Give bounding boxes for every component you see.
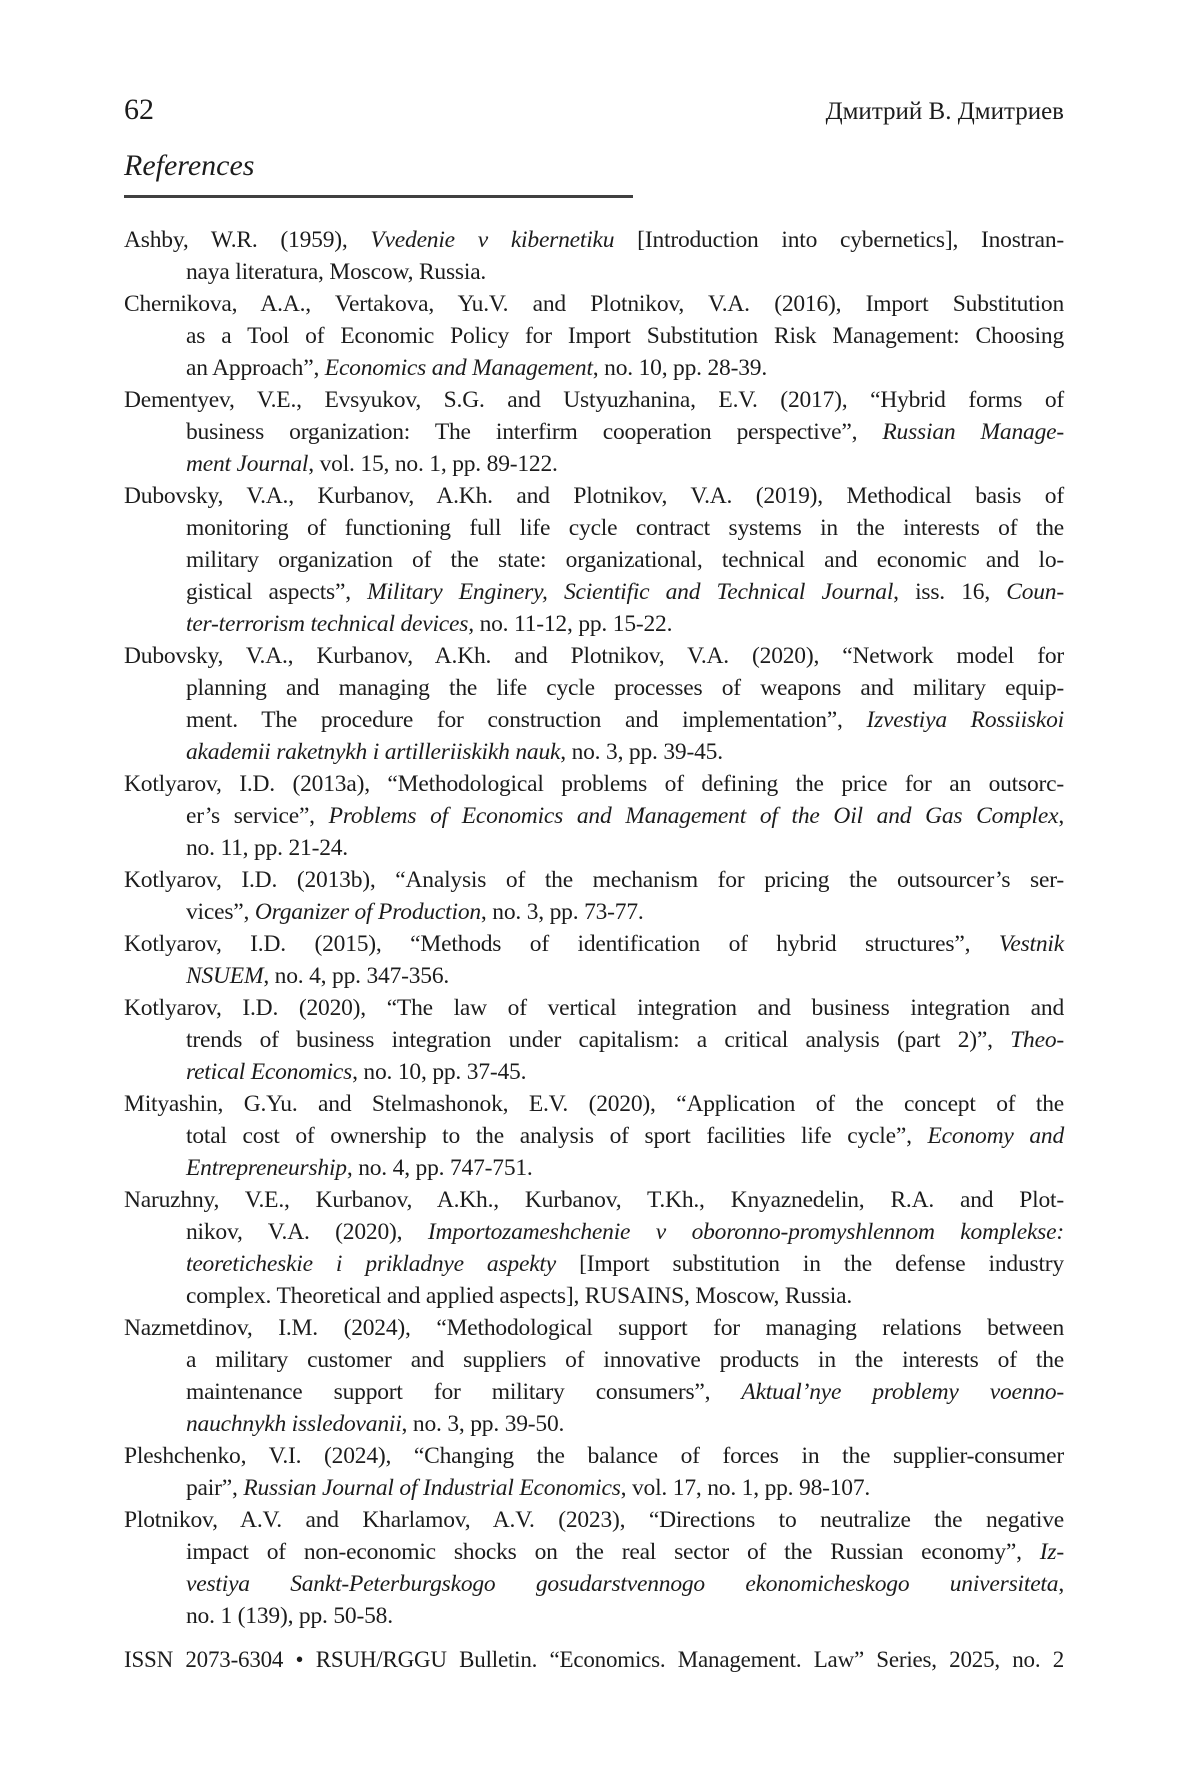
reference-text-segment: Kotlyarov, I.D. (2013b), “Analysis of the mechanism for pricing the outsourcer’s ser- <box>124 867 1064 893</box>
reference-line <box>124 1312 1064 1344</box>
reference-text-segment: , no. 3, pp. 39-50. <box>401 1411 565 1437</box>
reference-item <box>124 1504 1064 1632</box>
reference-text-segment: , no. 3, pp. 39-45. <box>560 739 723 765</box>
reference-line <box>124 416 1064 448</box>
reference-line <box>124 576 1064 608</box>
page-number: 62 <box>124 93 154 126</box>
reference-text-segment: no. 11, pp. 21-24. <box>186 835 348 861</box>
reference-text-segment: Organizer of Production <box>254 899 481 925</box>
reference-text-segment: Aktual’nye problemy voenno- <box>741 1379 1064 1405</box>
reference-text-segment: Mityashin, G.Yu. and Stelmashonok, E.V. (2020), “Application of the concept of the <box>124 1091 1064 1117</box>
reference-text-segment: pair”, <box>186 1475 244 1501</box>
reference-line <box>124 1344 1064 1376</box>
reference-text-segment: naya literatura, Moscow, Russia. <box>186 259 487 285</box>
reference-line <box>124 736 1064 768</box>
reference-line <box>124 512 1064 544</box>
reference-text-segment: Dubovsky, V.A., Kurbanov, A.Kh. and Plotnikov, V.A. (2020), “Network model for <box>124 643 1064 669</box>
reference-line <box>124 480 1064 512</box>
reference-line <box>124 1248 1064 1280</box>
reference-text-segment: impact of non-economic shocks on the real sector of the Russian economy”, <box>186 1539 1040 1565</box>
reference-text-segment: Izvestiya Rossiiskoi <box>866 707 1064 733</box>
reference-text-segment: er’s service”, <box>186 803 329 829</box>
reference-line <box>124 1024 1064 1056</box>
reference-text-segment: Kotlyarov, I.D. (2020), “The law of vertical integration and business integration and <box>124 995 1064 1021</box>
reference-item <box>124 928 1064 992</box>
reference-text-segment: Dementyev, V.E., Evsyukov, S.G. and Ustyuzhanina, E.V. (2017), “Hybrid forms of <box>124 387 1064 413</box>
reference-text-segment: ter-terrorism technical devices, <box>186 611 474 637</box>
reference-text-segment: , no. 10, pp. 28-39. <box>592 355 767 381</box>
reference-text-segment: Kotlyarov, I.D. (2013a), “Methodological problems of defining the price for an outsorc- <box>124 771 1064 797</box>
reference-text-segment: Russian Manage- <box>882 419 1064 445</box>
reference-text-segment: no. 1 (139), pp. 50-58. <box>186 1603 393 1629</box>
reference-text-segment: retical Economics <box>186 1059 353 1085</box>
reference-line <box>124 832 1064 864</box>
reference-text-segment: Iz- <box>1039 1539 1064 1565</box>
reference-line <box>124 960 1064 992</box>
reference-text-segment: [Introduction into cybernetics], Inostran- <box>614 227 1065 253</box>
reference-text-segment: nikov, V.A. (2020), <box>186 1219 428 1245</box>
reference-text-segment: total cost of ownership to the analysis of sport facilities life cycle”, <box>186 1123 928 1149</box>
reference-line <box>124 992 1064 1024</box>
reference-text-segment: Kotlyarov, I.D. (2015), “Methods of identification of hybrid structures”, <box>124 931 999 957</box>
reference-line <box>124 1376 1064 1408</box>
reference-text-segment: Nazmetdinov, I.M. (2024), “Methodological support for managing relations between <box>124 1315 1064 1341</box>
reference-text-segment: , no. 4, pp. 747-751. <box>346 1155 533 1181</box>
reference-item <box>124 1088 1064 1184</box>
reference-text-segment: , vol. 17, no. 1, pp. 98-107. <box>620 1475 871 1501</box>
reference-text-segment: Military Enginery, Scientific and Technical Journal <box>367 579 894 605</box>
reference-line <box>124 1152 1064 1184</box>
reference-line <box>124 224 1064 256</box>
reference-text-segment: a military customer and suppliers of innovative products in the interests of the <box>186 1347 1064 1373</box>
section-title-underline <box>124 195 633 198</box>
reference-line <box>124 800 1064 832</box>
reference-text-segment: Pleshchenko, V.I. (2024), “Changing the balance of forces in the supplier-consumer <box>124 1443 1064 1469</box>
page-footer-issn-line: ISSN 2073-6304 • RSUH/RGGU Bulletin. “Economics. Management. Law” Series, 2025, no. 2 <box>124 1647 1064 1672</box>
running-head-author: Дмитрий В. Дмитриев <box>825 98 1064 125</box>
reference-text-segment: Plotnikov, A.V. and Kharlamov, A.V. (2023), “Directions to neutralize the negative <box>124 1507 1064 1533</box>
reference-text-segment: no. 11-12, pp. 15-22. <box>473 611 673 637</box>
reference-text-segment: an Approach”, <box>186 355 325 381</box>
reference-text-segment: Russian Journal of Industrial Economics <box>243 1475 621 1501</box>
reference-line <box>124 288 1064 320</box>
reference-line <box>124 672 1064 704</box>
reference-text-segment: nauchnykh issledovanii <box>186 1411 402 1437</box>
reference-text-segment: Dubovsky, V.A., Kurbanov, A.Kh. and Plotnikov, V.A. (2019), Methodical basis of <box>124 483 1064 509</box>
reference-text-segment: , iss. 16, <box>893 579 1007 605</box>
reference-text-segment: Theo- <box>1010 1027 1064 1053</box>
reference-line <box>124 640 1064 672</box>
reference-text-segment: Vestnik <box>998 931 1064 957</box>
reference-text-segment: vices”, <box>186 899 255 925</box>
reference-line <box>124 1216 1064 1248</box>
reference-line <box>124 896 1064 928</box>
reference-text-segment: planning and managing the life cycle processes of weapons and military equip- <box>186 675 1064 701</box>
reference-item <box>124 864 1064 928</box>
reference-line <box>124 1408 1064 1440</box>
reference-line <box>124 1184 1064 1216</box>
references-list <box>124 224 1064 1632</box>
reference-text-segment: , <box>1058 1571 1064 1597</box>
references-section-title: References <box>124 149 255 182</box>
reference-line <box>124 448 1064 480</box>
reference-text-segment: Vvedenie v kibernetiku <box>370 227 615 253</box>
reference-line <box>124 1568 1064 1600</box>
reference-line <box>124 1440 1064 1472</box>
reference-text-segment: , no. 4, pp. 347-356. <box>263 963 450 989</box>
reference-text-segment: maintenance support for military consumers”, <box>186 1379 742 1405</box>
reference-item <box>124 1312 1064 1440</box>
reference-text-segment: monitoring of functioning full life cycle contract systems in the interests of the <box>186 515 1064 541</box>
reference-line <box>124 1088 1064 1120</box>
reference-text-segment: trends of business integration under capitalism: a critical analysis (part 2)”, <box>186 1027 1011 1053</box>
reference-text-segment: , vol. 15, no. 1, pp. 89-122. <box>308 451 558 477</box>
reference-text-segment: Problems of Economics and Management of the Oil and Gas Complex <box>328 803 1059 829</box>
reference-item <box>124 288 1064 384</box>
reference-line <box>124 1120 1064 1152</box>
reference-line <box>124 320 1064 352</box>
reference-text-segment: Naruzhny, V.E., Kurbanov, A.Kh., Kurbanov, T.Kh., Knyaznedelin, R.A. and Plot- <box>124 1187 1064 1213</box>
reference-item <box>124 480 1064 640</box>
reference-line <box>124 1536 1064 1568</box>
reference-text-segment: military organization of the state: organizational, technical and economic and lo- <box>186 547 1064 573</box>
reference-line <box>124 1472 1064 1504</box>
reference-line <box>124 768 1064 800</box>
reference-text-segment: Importozameshchenie v oboronno-promyshlennom komplekse: <box>427 1219 1064 1245</box>
reference-text-segment: ment Journal <box>186 451 309 477</box>
reference-line <box>124 608 1064 640</box>
reference-text-segment: NSUEM <box>186 963 264 989</box>
reference-item <box>124 1440 1064 1504</box>
reference-item <box>124 224 1064 288</box>
reference-text-segment: Coun- <box>1006 579 1064 605</box>
reference-line <box>124 384 1064 416</box>
reference-line <box>124 1504 1064 1536</box>
reference-line <box>124 1280 1064 1312</box>
reference-line <box>124 1600 1064 1632</box>
reference-text-segment: as a Tool of Economic Policy for Import Substitution Risk Management: Choosing <box>186 323 1064 349</box>
reference-text-segment: teoreticheskie i prikladnye aspekty <box>186 1251 556 1277</box>
reference-text-segment: Economics and Management <box>324 355 593 381</box>
reference-text-segment: akademii raketnykh i artilleriiskikh nauk <box>186 739 561 765</box>
reference-line <box>124 352 1064 384</box>
reference-text-segment: vestiya Sankt-Peterburgskogo gosudarstvennogo ekonomicheskogo universiteta <box>186 1571 1059 1597</box>
reference-item <box>124 768 1064 864</box>
reference-text-segment: Chernikova, A.A., Vertakova, Yu.V. and Plotnikov, V.A. (2016), Import Substitution <box>124 291 1064 317</box>
reference-line <box>124 928 1064 960</box>
reference-item <box>124 1184 1064 1312</box>
page-header <box>124 94 1064 128</box>
reference-text-segment: , no. 3, pp. 73-77. <box>480 899 644 925</box>
reference-text-segment: business organization: The interfirm cooperation perspective”, <box>186 419 883 445</box>
reference-line <box>124 1056 1064 1088</box>
reference-text-segment: gistical aspects”, <box>186 579 368 605</box>
reference-text-segment: Economy and <box>927 1123 1064 1149</box>
reference-text-segment: , no. 10, pp. 37-45. <box>352 1059 527 1085</box>
reference-item <box>124 992 1064 1088</box>
reference-line <box>124 544 1064 576</box>
reference-line <box>124 704 1064 736</box>
reference-text-segment: complex. Theoretical and applied aspects], RUSAINS, Moscow, Russia. <box>186 1283 853 1309</box>
reference-text-segment: Entrepreneurship <box>186 1155 347 1181</box>
reference-text-segment: , <box>1058 803 1064 829</box>
reference-item <box>124 384 1064 480</box>
reference-text-segment: [Import substitution in the defense industry <box>555 1251 1064 1277</box>
reference-line <box>124 256 1064 288</box>
reference-line <box>124 864 1064 896</box>
reference-text-segment: Ashby, W.R. (1959), <box>124 227 371 253</box>
reference-item <box>124 640 1064 768</box>
reference-text-segment: ment. The procedure for construction and implementation”, <box>186 707 867 733</box>
